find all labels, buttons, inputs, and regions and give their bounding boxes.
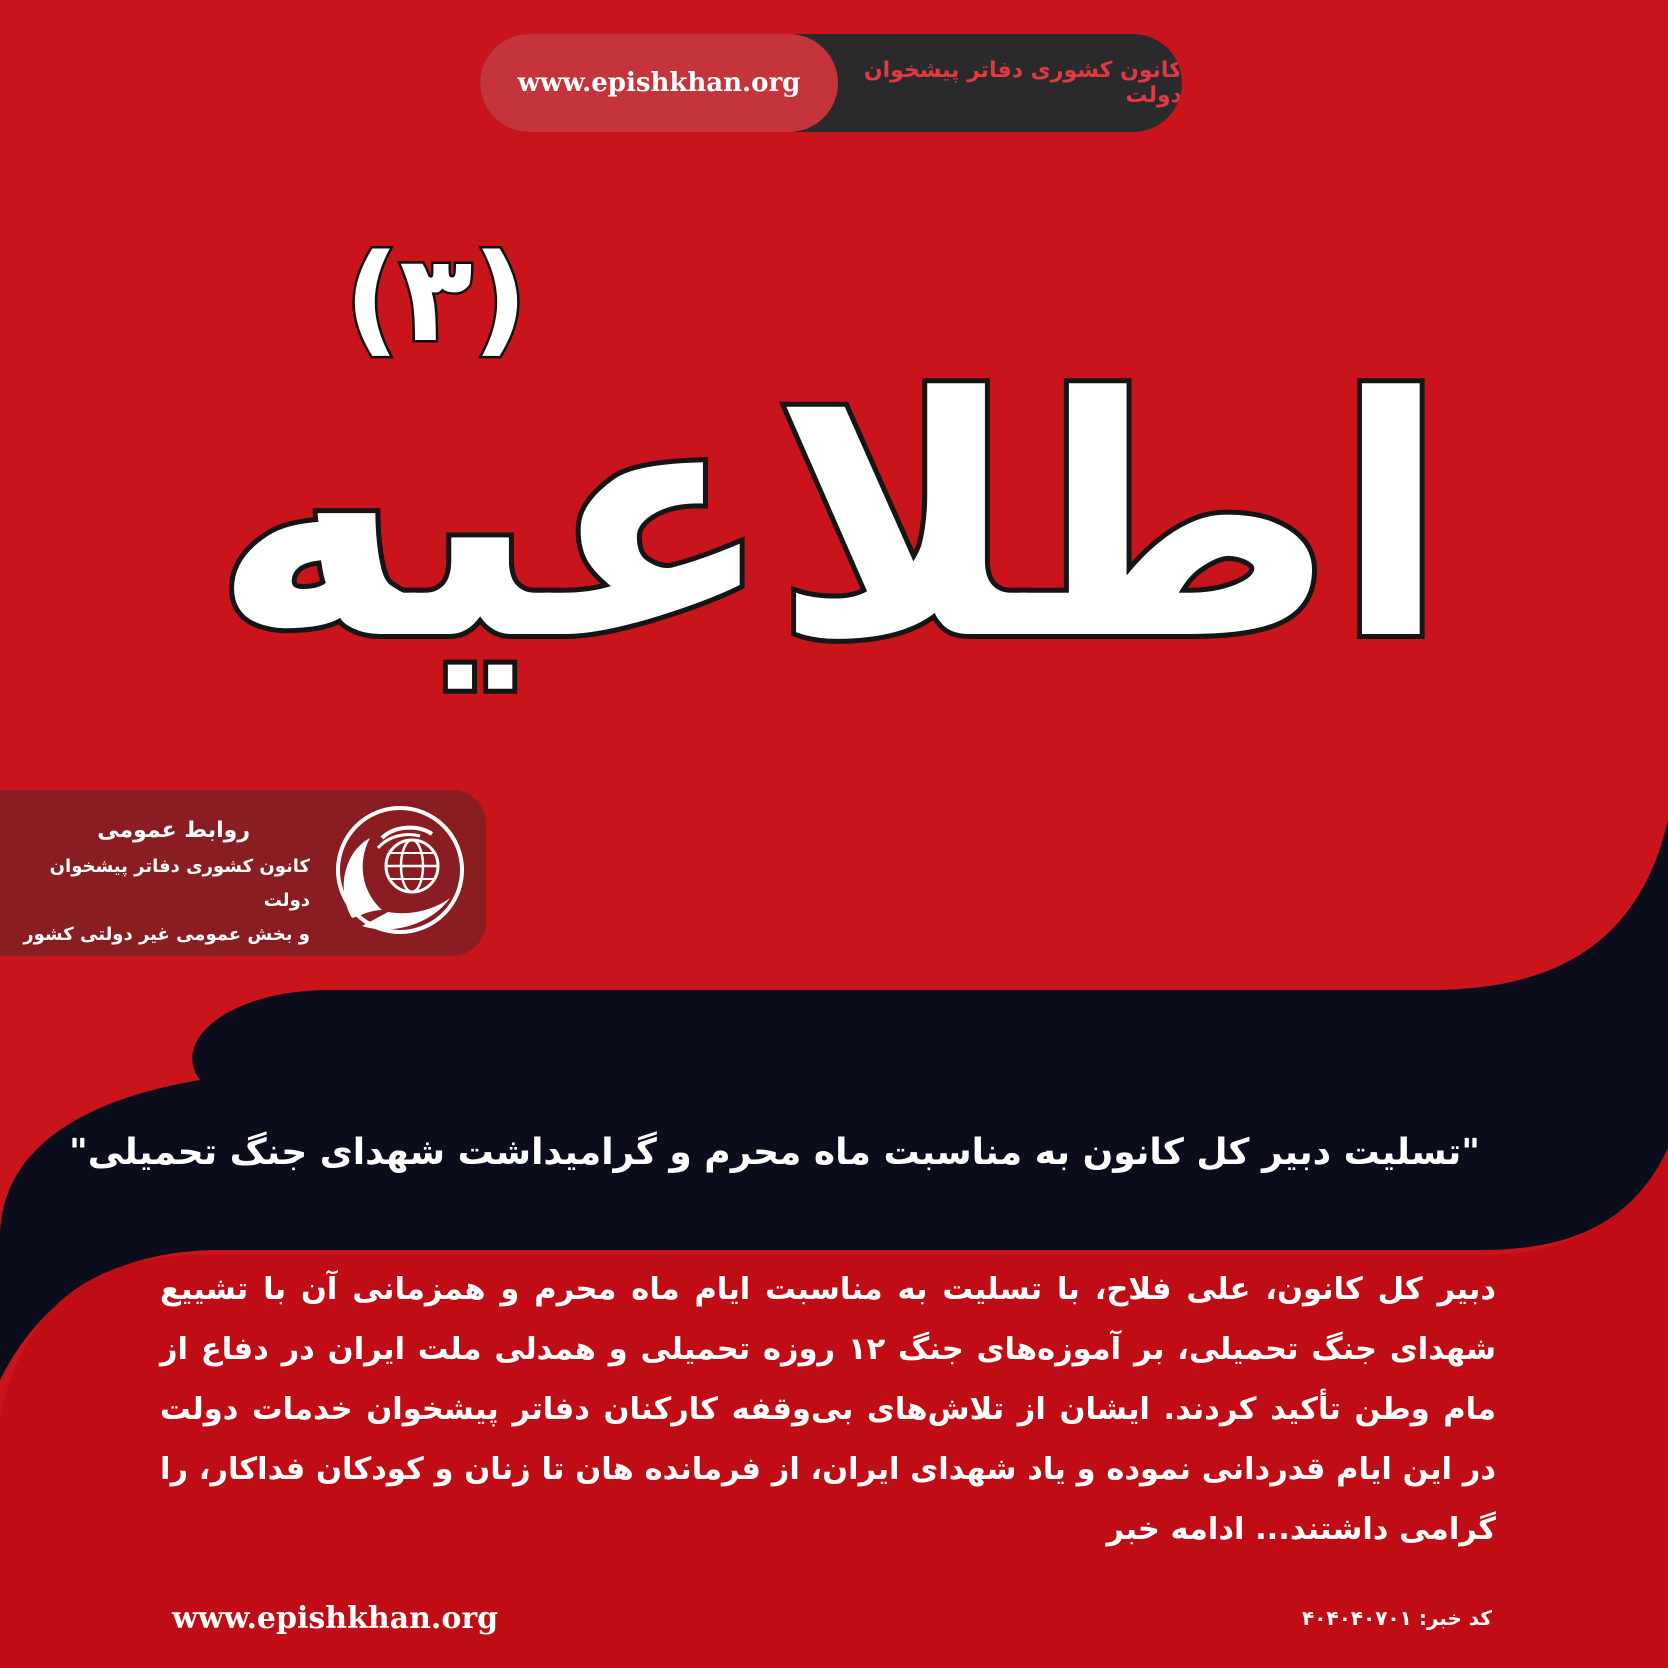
footer-website[interactable]: www.epishkhan.org — [172, 1601, 499, 1636]
header-pill — [480, 34, 1182, 132]
pr-line-1: روابط عمومی — [97, 818, 250, 843]
announcement-title: اطلاعیه — [212, 328, 1448, 712]
globe-ribbon-logo-icon — [322, 798, 472, 948]
announcement-number: (۳) — [344, 230, 528, 369]
news-code: کد خبر: ۴۰۴۰۴۰۷۰۱ — [1301, 1606, 1492, 1630]
public-relations-text — [10, 812, 310, 952]
header-website[interactable]: www.epishkhan.org — [480, 34, 838, 132]
header-organization: کانون کشوری دفاتر پیشخوان دولت — [863, 58, 1182, 108]
pr-line-2: کانون کشوری دفاتر پیشخوان دولت — [49, 856, 310, 911]
news-body: دبیر کل کانون، علی فلاح، با تسلیت به مناسبت ایام ماه محرم و همزمانی آن با تشییع شهدای جنگ تحمیلی، بر آموزه‌های جنگ ۱۲ روزه تحمیلی و همدلی ملت ایران در دفاع از مام وطن تأکید کردند. ایشان از تلاش‌های بی‌وقفه کارکنان دفاتر پیشخوان خدمات دولت در این ایام قدردانی نموده و یاد شهدای ایران، از فرمانده هان تا زنان و کودکان فداکار، را گرامی داشتند... ادامه خبر — [160, 1272, 1497, 1547]
public-relations-box — [0, 790, 486, 956]
pr-line-3: و بخش عمومی غیر دولتی کشور — [23, 924, 310, 945]
news-headline: "تسلیت دبیر کل کانون به مناسبت ماه محرم و گرامیداشت شهدای جنگ تحمیلی" — [69, 1132, 1480, 1173]
